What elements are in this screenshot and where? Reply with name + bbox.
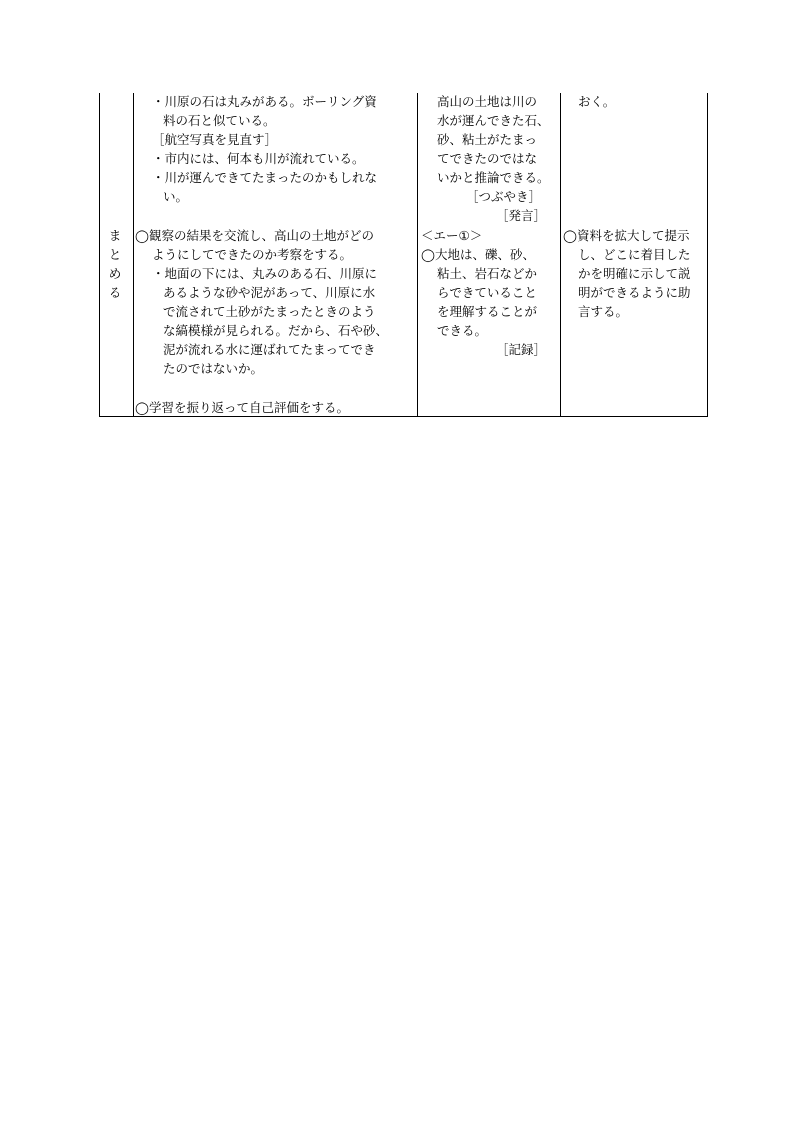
support-line: 言する。 xyxy=(578,304,629,319)
activity-line: あるような砂や泥があって、川原に水 xyxy=(163,285,376,300)
evaluation-line: 砂、粘土がたまっ xyxy=(437,132,538,147)
activity-line: 料の石と似ている。 xyxy=(163,113,276,128)
activity-line: な縞模様が見られる。だから、石や砂、 xyxy=(163,323,389,338)
activity-line: ［航空写真を見直す］ xyxy=(152,132,278,147)
support-line: ◯資料を拡大して提示 xyxy=(563,228,690,243)
activity-line: ・川原の石は丸みがある。ボーリング資 xyxy=(152,94,377,109)
evaluation-method: ［つぶやき］ xyxy=(466,189,542,204)
support-line: 明ができるように助 xyxy=(578,285,691,300)
evaluation-line: 高山の土地は川の xyxy=(437,94,538,109)
evaluation-line: ◯大地は、礫、砂、 xyxy=(421,247,535,262)
support-line: し、どこに着目した xyxy=(578,247,691,262)
evaluation-method: ［発言］ xyxy=(496,208,547,223)
evaluation-line: を理解することが xyxy=(437,304,538,319)
activity-line: い。 xyxy=(163,189,189,204)
evaluation-line: 水が運んできた石、 xyxy=(437,113,550,128)
evaluation-line: 粘土、岩石などか xyxy=(437,266,538,281)
activity-line: たのではないか。 xyxy=(163,361,264,376)
evaluation-line: らできていること xyxy=(437,285,537,300)
table-divider-activity xyxy=(417,93,418,417)
activity-line: ・川が運んできてたまったのかもしれな xyxy=(152,170,378,185)
stage-label-char: め xyxy=(108,266,122,281)
evaluation-method: ［記録］ xyxy=(496,342,547,357)
evaluation-line: いかと推論できる。 xyxy=(437,170,550,185)
activity-line: で流されて土砂がたまったときのよう xyxy=(163,304,376,319)
activity-line: ・地面の下には、丸みのある石、川原に xyxy=(152,266,378,281)
stage-label-char: る xyxy=(108,285,122,300)
table-divider-stage xyxy=(133,93,134,417)
activity-line: 泥が流れる水に運ばれてたまってでき xyxy=(163,342,376,357)
stage-label-char: と xyxy=(108,247,122,262)
table-border-left xyxy=(99,93,100,417)
support-line: おく。 xyxy=(578,94,616,109)
activity-line: ようにしてできたのか考察をする。 xyxy=(152,247,353,262)
support-line: かを明確に示して説 xyxy=(578,266,691,281)
evaluation-line: できる。 xyxy=(437,323,488,338)
evaluation-code: ＜エー①＞ xyxy=(421,228,483,243)
activity-line: ・市内には、何本も川が流れている。 xyxy=(152,151,365,166)
table-border-right xyxy=(707,93,708,417)
activity-line: ◯学習を振り返って自己評価をする。 xyxy=(135,400,349,415)
evaluation-line: てできたのではな xyxy=(437,151,538,166)
activity-line: ◯観察の結果を交流し、高山の土地がどの xyxy=(135,228,374,243)
stage-label-char: ま xyxy=(108,228,122,243)
table-divider-evaluation xyxy=(560,93,561,417)
